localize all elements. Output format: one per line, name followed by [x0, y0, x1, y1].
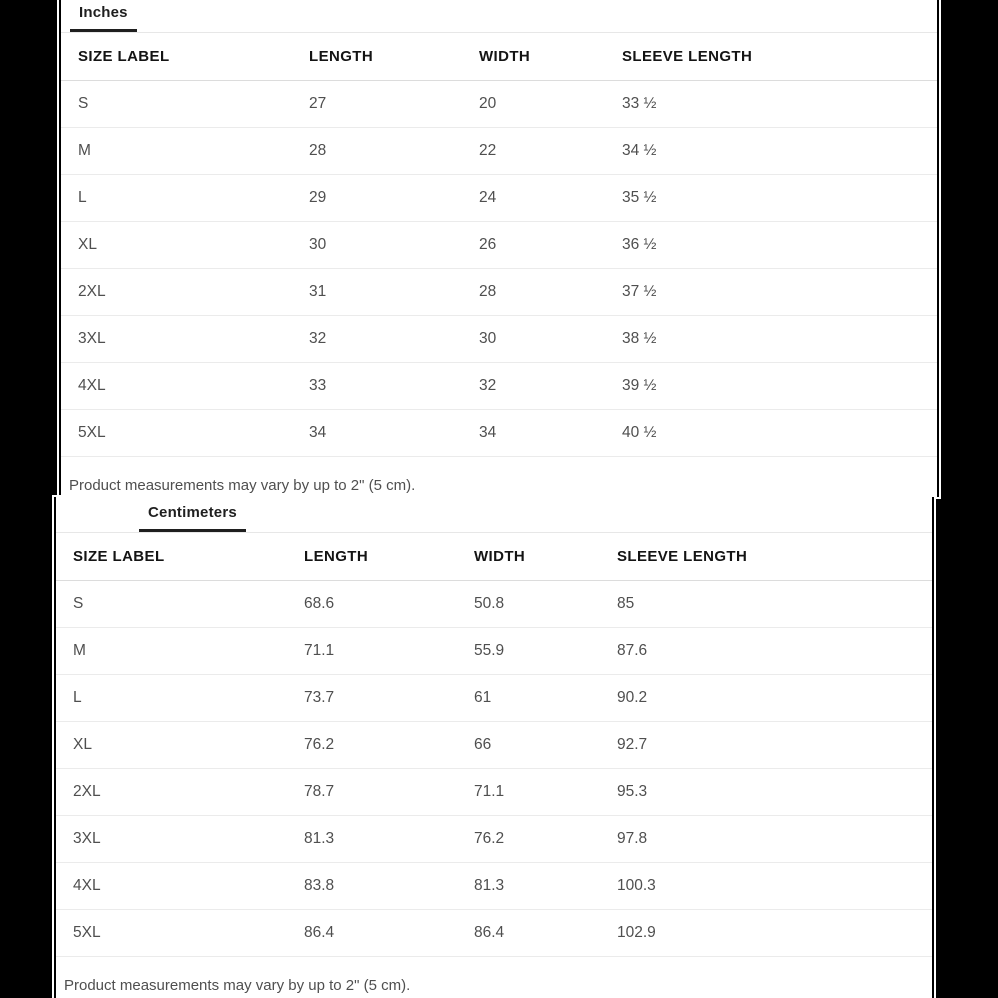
column-header: LENGTH	[287, 533, 457, 580]
tab-inches[interactable]: Inches	[70, 0, 137, 32]
size-chart-card-inches	[59, 0, 939, 497]
measurement-note: Product measurements may vary by up to 2" (5 cm).	[69, 476, 416, 494]
cell-width: 22	[462, 127, 605, 174]
cell-size-label: 4XL	[56, 862, 287, 909]
measurement-note: Product measurements may vary by up to 2" (5 cm).	[64, 976, 411, 994]
cell-size-label: 3XL	[61, 315, 292, 362]
cell-width: 55.9	[457, 627, 600, 674]
column-header: WIDTH	[457, 533, 600, 580]
cell-width: 86.4	[457, 909, 600, 956]
cell-length: 86.4	[287, 909, 457, 956]
table-header-row	[56, 533, 932, 580]
cell-length: 34	[292, 409, 462, 456]
table-row	[56, 627, 932, 674]
cell-length: 68.6	[287, 580, 457, 627]
cell-sleeve-length: 37 ½	[605, 268, 937, 315]
cell-size-label: XL	[61, 221, 292, 268]
cell-width: 50.8	[457, 580, 600, 627]
table-row	[56, 815, 932, 862]
unit-tabs	[61, 0, 937, 33]
cell-sleeve-length: 85	[600, 580, 932, 627]
cell-width: 76.2	[457, 815, 600, 862]
cell-length: 73.7	[287, 674, 457, 721]
cell-length: 71.1	[287, 627, 457, 674]
table-row	[61, 362, 937, 409]
table-row	[56, 721, 932, 768]
cell-width: 24	[462, 174, 605, 221]
cell-size-label: S	[61, 80, 292, 127]
cell-size-label: 2XL	[61, 268, 292, 315]
cell-length: 29	[292, 174, 462, 221]
column-header: SLEEVE LENGTH	[605, 33, 937, 80]
cell-size-label: L	[56, 674, 287, 721]
size-table-centimeters	[56, 533, 932, 957]
cell-sleeve-length: 92.7	[600, 721, 932, 768]
cell-sleeve-length: 35 ½	[605, 174, 937, 221]
cell-width: 61	[457, 674, 600, 721]
cell-size-label: 5XL	[61, 409, 292, 456]
cell-length: 27	[292, 80, 462, 127]
size-chart-card-centimeters	[54, 497, 934, 998]
table-row	[56, 674, 932, 721]
tab-centimeters[interactable]: Centimeters	[139, 500, 246, 532]
table-row	[61, 315, 937, 362]
cell-length: 31	[292, 268, 462, 315]
cell-width: 32	[462, 362, 605, 409]
cell-sleeve-length: 100.3	[600, 862, 932, 909]
table-row	[61, 268, 937, 315]
cell-sleeve-length: 33 ½	[605, 80, 937, 127]
table-row	[61, 221, 937, 268]
cell-width: 66	[457, 721, 600, 768]
cell-width: 28	[462, 268, 605, 315]
column-header: LENGTH	[292, 33, 462, 80]
table-row	[56, 909, 932, 956]
cell-size-label: 2XL	[56, 768, 287, 815]
cell-length: 33	[292, 362, 462, 409]
cell-size-label: L	[61, 174, 292, 221]
cell-length: 30	[292, 221, 462, 268]
cell-sleeve-length: 87.6	[600, 627, 932, 674]
cell-length: 32	[292, 315, 462, 362]
cell-width: 81.3	[457, 862, 600, 909]
cell-width: 71.1	[457, 768, 600, 815]
unit-tabs	[56, 500, 932, 533]
cell-width: 26	[462, 221, 605, 268]
cell-sleeve-length: 102.9	[600, 909, 932, 956]
cell-size-label: XL	[56, 721, 287, 768]
table-row	[56, 768, 932, 815]
cell-width: 20	[462, 80, 605, 127]
cell-sleeve-length: 40 ½	[605, 409, 937, 456]
cell-size-label: 3XL	[56, 815, 287, 862]
table-header-row	[61, 33, 937, 80]
cell-length: 78.7	[287, 768, 457, 815]
table-row	[61, 80, 937, 127]
cell-size-label: 5XL	[56, 909, 287, 956]
cell-size-label: M	[61, 127, 292, 174]
cell-width: 30	[462, 315, 605, 362]
cell-length: 81.3	[287, 815, 457, 862]
cell-size-label: S	[56, 580, 287, 627]
column-header: SIZE LABEL	[56, 533, 287, 580]
cell-size-label: M	[56, 627, 287, 674]
table-row	[61, 409, 937, 456]
cell-sleeve-length: 95.3	[600, 768, 932, 815]
column-header: SIZE LABEL	[61, 33, 292, 80]
table-row	[61, 127, 937, 174]
cell-sleeve-length: 36 ½	[605, 221, 937, 268]
cell-sleeve-length: 90.2	[600, 674, 932, 721]
cell-sleeve-length: 97.8	[600, 815, 932, 862]
table-row	[61, 174, 937, 221]
cell-sleeve-length: 34 ½	[605, 127, 937, 174]
cell-length: 28	[292, 127, 462, 174]
table-row	[56, 862, 932, 909]
cell-length: 83.8	[287, 862, 457, 909]
cell-sleeve-length: 39 ½	[605, 362, 937, 409]
cell-sleeve-length: 38 ½	[605, 315, 937, 362]
column-header: WIDTH	[462, 33, 605, 80]
cell-size-label: 4XL	[61, 362, 292, 409]
size-table-inches	[61, 33, 937, 457]
cell-length: 76.2	[287, 721, 457, 768]
table-row	[56, 580, 932, 627]
cell-width: 34	[462, 409, 605, 456]
column-header: SLEEVE LENGTH	[600, 533, 932, 580]
